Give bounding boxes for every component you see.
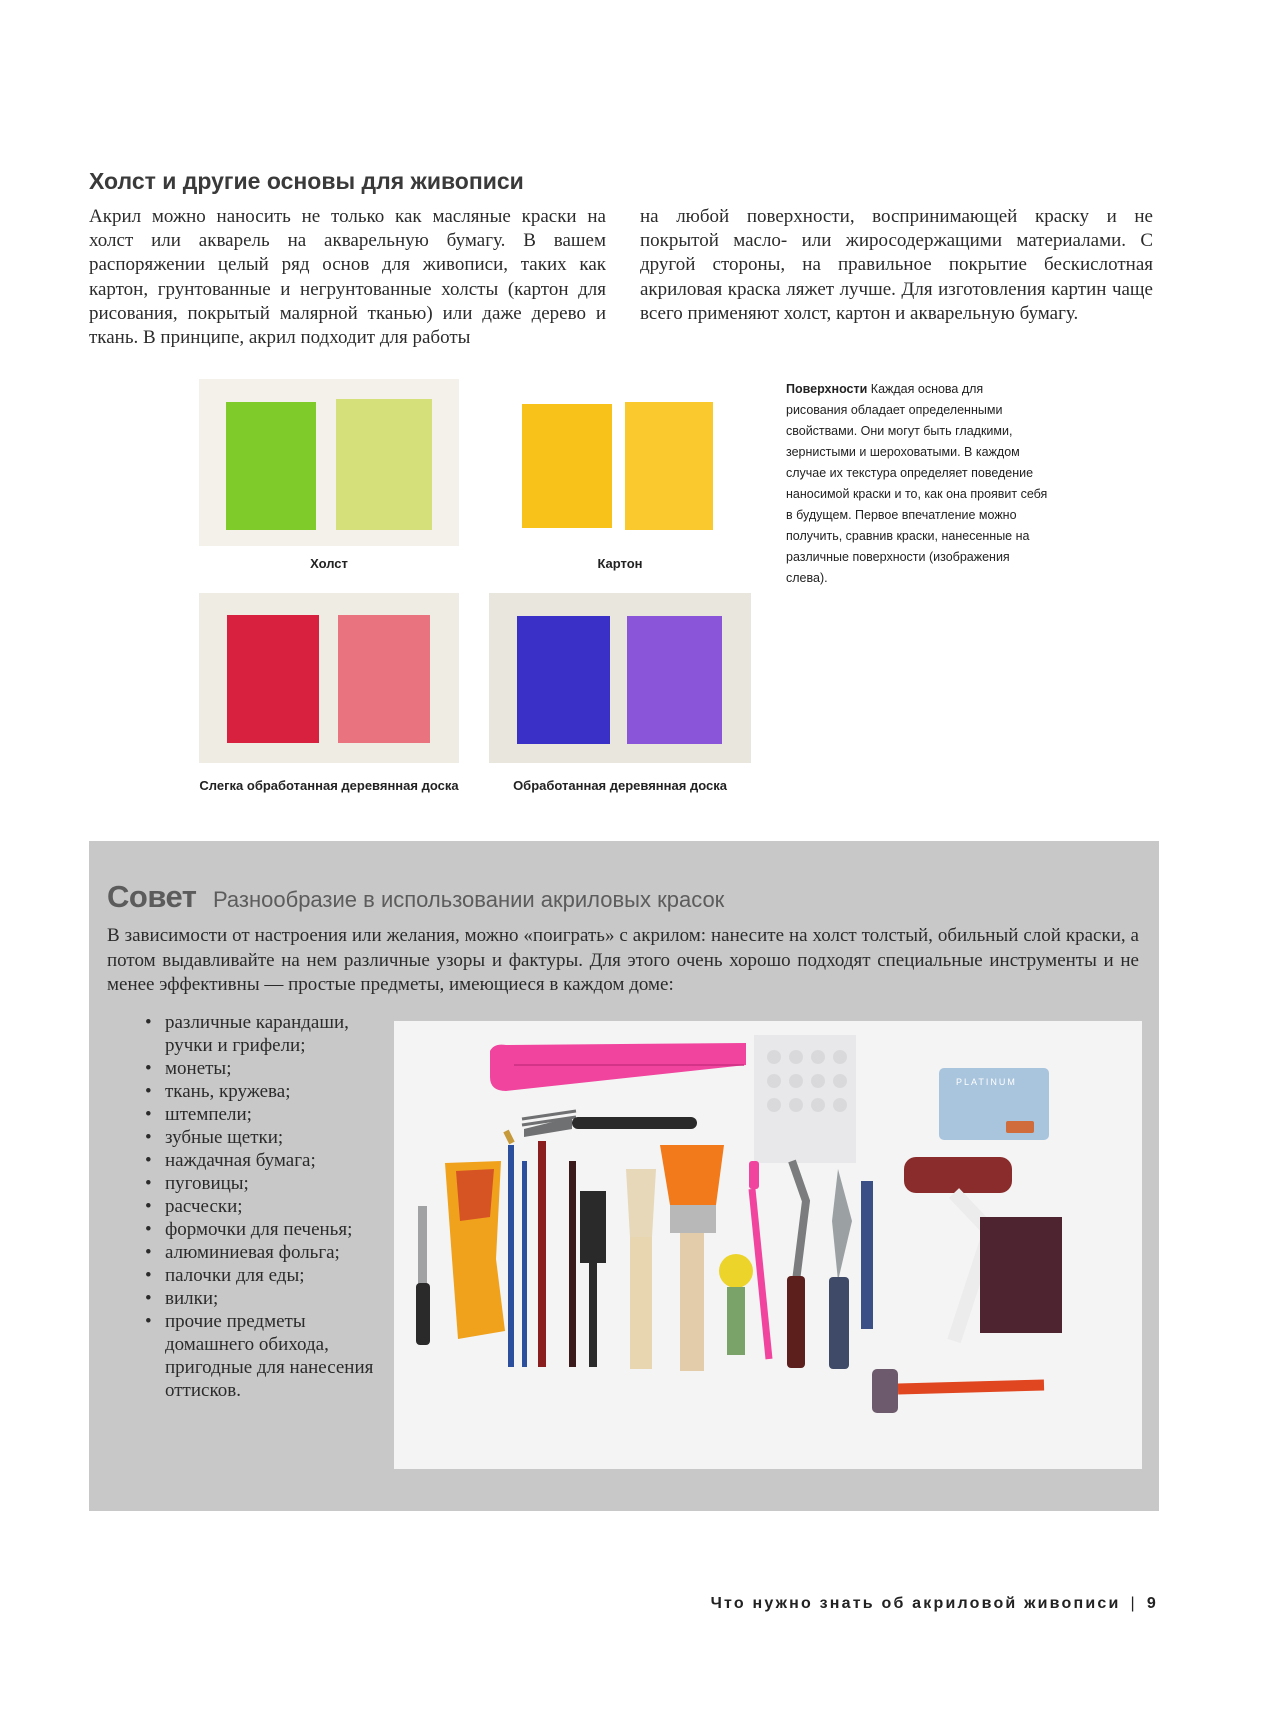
list-item: • прочие предметы домашнего обихода, пригодные для нанесения оттисков.	[145, 1310, 380, 1402]
swatch-red	[227, 615, 319, 743]
page-number: 9	[1146, 1595, 1158, 1612]
list-item: • расчески;	[145, 1195, 380, 1218]
tip-heading: Разнообразие в использовании акриловых красок	[212, 887, 725, 912]
list-item: • пуговицы;	[145, 1172, 380, 1195]
list-item: • палочки для еды;	[145, 1264, 380, 1287]
card-text: PLATINUM	[956, 1077, 1017, 1087]
swatch-yellow	[522, 404, 612, 528]
intro-text-right: на любой поверхности, воспринимающей краску и не покрытой масло- или жиросодержащими материалами. С другой стороны, на правильное покрытие бескислотная акриловая краска ляжет лучше. Для изготовления картин чаще всего применяют холст, картон и акварельную бумагу.	[640, 206, 1153, 324]
tip-list	[145, 1011, 380, 1402]
intro-text-left: Акрил можно наносить не только как масляные краски на холст или акварель на акварельную бумагу. В вашем распоряжении целый ряд основ для живописи, таких как картон, грунтованные и негрунтованные холсты (картон для рисования, покрытый малярной тканью) или даже дерево и ткань. В принципе, акрил подходит для работы	[89, 206, 606, 349]
swatch-light-green	[336, 399, 432, 530]
swatch-image-wood	[489, 593, 751, 763]
footer-separator: |	[1130, 1595, 1137, 1612]
list-item: • формочки для печенья;	[145, 1218, 380, 1241]
list-item: • различные карандаши, ручки и грифели;	[145, 1011, 380, 1057]
list-item: • алюминиевая фольга;	[145, 1241, 380, 1264]
tip-body: В зависимости от настроения или желания, можно «поиграть» с акрилом: нанесите на холст толстый, обильный слой краски, а потом выдавливайте на нем различные узоры и фактуры. Для этого очень хорошо подходят специальные инструменты и не менее эффективны — простые предметы, имеющиеся в каждом доме:	[107, 925, 1139, 995]
list-item: • штемпели;	[145, 1103, 380, 1126]
swatch-caption-wood: Обработанная деревянная доска	[513, 778, 727, 793]
side-note-text: Каждая основа для рисования обладает определенными свойствами. Они могут быть гладкими, зернистыми и шероховатыми. В каждом случае их текстура определяет поведение наносимой краски и то, как она проявит себя в будущем. Первое впечатление можно получить, сравнив краски, нанесенные на различные поверхности (изображения слева).	[786, 382, 1048, 585]
card-icon	[939, 1068, 1049, 1140]
section-heading: Холст и другие основы для живописи	[89, 168, 524, 194]
swatch-violet	[627, 616, 722, 744]
list-item: • вилки;	[145, 1287, 380, 1310]
list-item: • наждачная бумага;	[145, 1149, 380, 1172]
side-note-title: Поверхности	[786, 382, 868, 396]
side-note	[786, 379, 1048, 589]
swatch-caption-canvas: Холст	[310, 556, 348, 571]
tip-label: Совет	[107, 879, 197, 914]
swatch-caption-cardboard: Картон	[597, 556, 643, 571]
list-item: • ткань, кружева;	[145, 1080, 380, 1103]
swatch-image-cardboard	[489, 379, 751, 546]
swatch-light-yellow	[625, 402, 713, 530]
tip-box	[89, 841, 1159, 1511]
swatch-image-light-wood	[199, 593, 459, 763]
list-item: • монеты;	[145, 1057, 380, 1080]
swatch-caption-light-wood: Слегка обработанная деревянная доска	[199, 778, 459, 793]
running-title: Что нужно знать об акриловой живописи	[710, 1595, 1121, 1612]
bubble-wrap-icon	[754, 1035, 856, 1163]
tip-title	[107, 879, 724, 915]
swatch-pink	[338, 615, 430, 743]
swatch-green	[226, 402, 316, 530]
list-item: • зубные щетки;	[145, 1126, 380, 1149]
marker-icon	[861, 1181, 873, 1329]
swatch-image-canvas	[199, 379, 459, 546]
tools-photo	[394, 1021, 1142, 1469]
swatch-blue	[517, 616, 610, 744]
scraper-icon	[980, 1217, 1062, 1333]
page-footer	[711, 1595, 1158, 1613]
